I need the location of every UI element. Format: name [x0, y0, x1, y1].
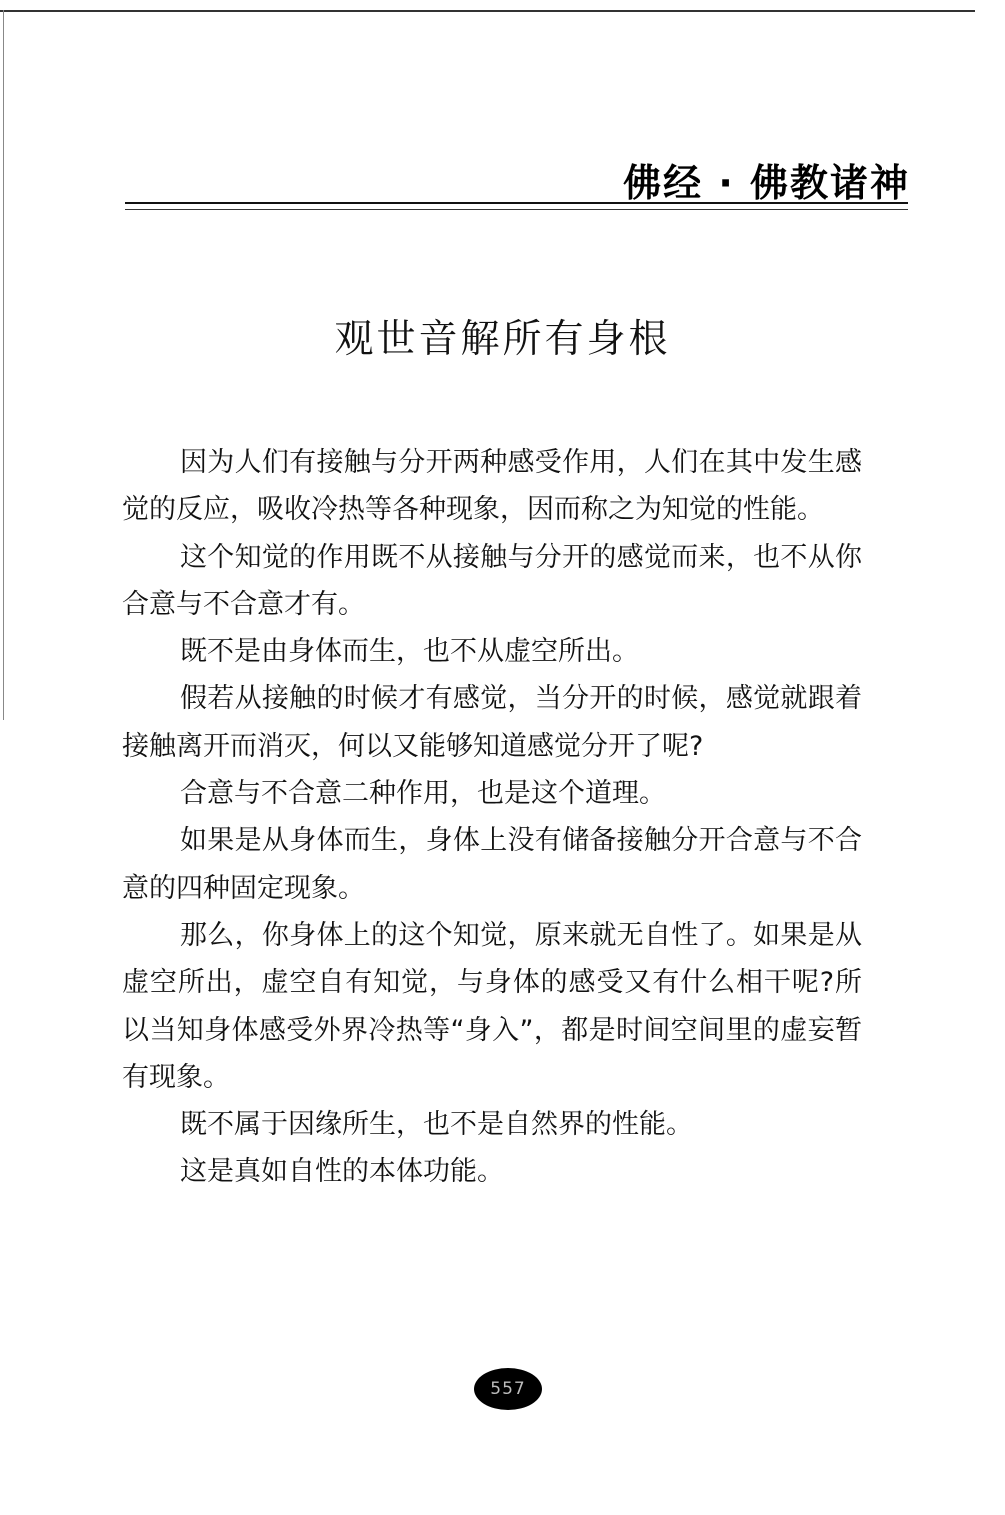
paragraph: 假若从接触的时候才有感觉，当分开的时候，感觉就跟着接触离开而消灭，何以又能够知道感觉分开了呢? [122, 683, 862, 762]
paragraph: 既不是由身体而生，也不从虚空所出。 [180, 636, 639, 668]
header-rule-thick [125, 202, 908, 204]
paragraph: 如果是从身体而生，身体上没有储备接触分开合意与不合意的四种固定现象。 [122, 825, 862, 904]
body-text [122, 439, 862, 1196]
paragraph: 这是真如自性的本体功能。 [180, 1156, 504, 1188]
paragraph: 合意与不合意二种作用，也是这个道理。 [180, 778, 666, 810]
top-border-rule [0, 10, 975, 12]
page-left-edge [3, 10, 4, 720]
running-header: 佛经 · 佛教诸神 [623, 161, 910, 205]
paragraph: 因为人们有接触与分开两种感受作用，人们在其中发生感觉的反应，吸收冷热等各种现象，因而称之为知觉的性能。 [122, 447, 862, 526]
paragraph: 那么，你身体上的这个知觉，原来就无自性了。如果是从虚空所出，虚空自有知觉，与身体的感受又有什么相干呢?所以当知身体感受外界冷热等“身入”，都是时间空间里的虚妄暂有现象。 [122, 919, 862, 1093]
paragraph: 既不属于因缘所生，也不是自然界的性能。 [180, 1109, 693, 1141]
page-number-badge: 557 [474, 1368, 542, 1410]
chapter-title: 观世音解所有身根 [334, 317, 671, 362]
paragraph: 这个知觉的作用既不从接触与分开的感觉而来，也不从你合意与不合意才有。 [122, 541, 862, 620]
header-rule-thin [125, 209, 908, 210]
